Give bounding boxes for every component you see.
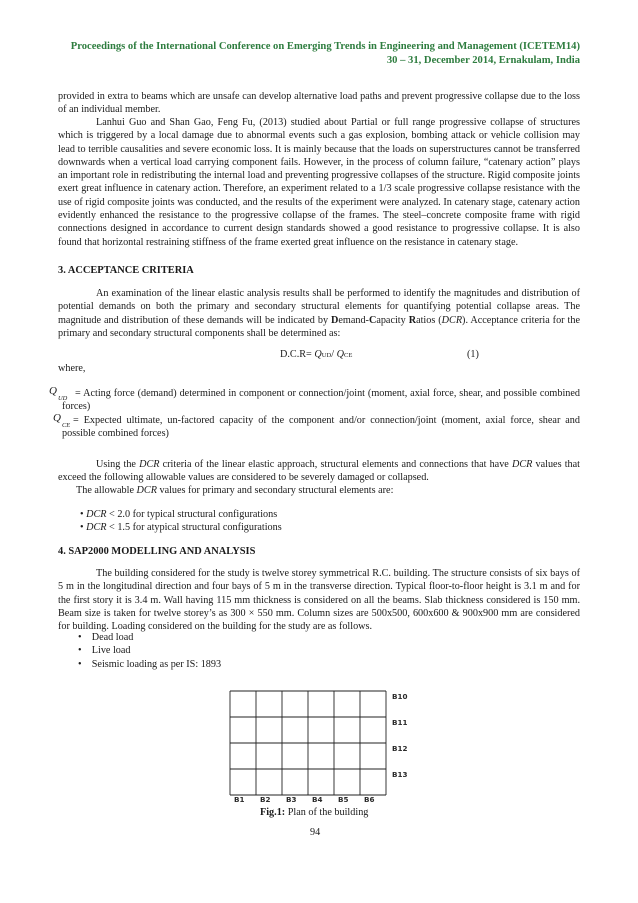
load-live-text: Live load — [91, 645, 131, 657]
s3p3-a: The allowable — [76, 485, 137, 496]
eq-sub-ud: UD — [321, 352, 332, 359]
s3p1-apacity: apacity — [376, 314, 409, 326]
intro-paragraph-1: provided in extra to beams which are unsafe can develop alternative load paths and prevent progressive collapse due to the loss of an individual member. — [58, 91, 580, 116]
criterion-1-text: < 2.0 for typical structural configurations — [106, 509, 278, 520]
criterion-atypical — [80, 521, 580, 534]
criterion-typical — [80, 508, 580, 521]
bold-r: R — [408, 314, 417, 326]
s3p1-text: An examination of the linear elastic analysis results shall be performed to identify the magnitudes and distribution of potential demands on both the primary and secondary structural elements for quantifying potential collapse areas. The magnitude and distribution of these demands will be indicated by — [58, 288, 580, 326]
header-line-2: 30 – 31, December 2014, Ernakulam, India — [386, 55, 580, 66]
dcr-4: DCR — [86, 509, 107, 520]
section-3-paragraph-1 — [58, 287, 580, 340]
building-plan-figure — [228, 690, 418, 803]
plan-row-label-b10: B10 — [392, 692, 408, 701]
plan-column-label-b4: B4 — [312, 795, 323, 804]
dcr-abbrev: DCR — [441, 314, 463, 326]
figure-caption — [260, 807, 368, 818]
criterion-2-text: < 1.5 for atypical structural configurations — [106, 522, 282, 534]
bold-d: D — [331, 314, 339, 326]
load-seismic-text: Seismic loading as per IS: 1893 — [91, 658, 222, 670]
s3p1-emand: emand- — [338, 314, 369, 326]
q-ud-sub: UD — [57, 395, 68, 402]
page-number: 94 — [310, 827, 321, 838]
section-4-title: 4. SAP2000 MODELLING AND ANALYSIS — [58, 546, 256, 557]
section-4-paragraph-1: The building considered for the study is twelve storey symmetrical R.C. building. The structure consists of six bays of 5 m in the longitudinal direction and four bays of 5 m in the transverse direction. Typical floor-to-floor height is 3.1 m and for the first story it is 3.4 m. Wall having 115 mm thickness is considered on all the beams. Slab thickness considered is 150 mm. Beam size is taken for twelve storey’s as 300 × 550 mm. Column sizes are 500x500, 600x600 & 900x900 mm are considered for building. Loading considered on the building for the study are as follows. — [58, 568, 580, 633]
bullet-2: • — [80, 522, 84, 534]
header-line-1: Proceedings of the International Conference on Emerging Trends in Engineering and Management (ICETEM14) — [70, 41, 580, 52]
section-3-title: 3. ACCEPTANCE CRITERIA — [58, 265, 194, 276]
bullet-1: • — [80, 509, 84, 520]
eq-lhs: D.C.R= — [280, 349, 312, 360]
plan-row-label-b13: B13 — [392, 770, 408, 779]
load-item-seismic — [78, 658, 578, 671]
q-ud-definition: = Acting force (demand) determined in component or connection/joint (moment, axial force, shear, and possible combined forces) — [62, 388, 580, 413]
section-3-paragraph-3 — [76, 484, 580, 497]
plan-column-label-b1: B1 — [234, 795, 245, 804]
intro-paragraph-guo-gao-fu: Lanhui Guo and Shan Gao, Feng Fu, (2013) studied about Partial or full range progressive collapse of structures which is triggered by a local damage due to abnormal events such a gas explosion, bombing attack or vehicle collision may lead to terrible causalities and severe economic loss. It is mainly because that the loads on superstructures cannot be transferred downwards when a vertical load carrying component fails. However, in the process of column failure, “catenary action” plays an important role in redistributing the internal load and preventing progressive collapses of the structure. Rigid composite joints exert great influence in catenary action. Therefore, an experiment related to a 1/3 scale progressive collapse resistance with the use of rigid composite joints was conducted, and the results of the experiment were analyzed. In catenary stage, catenary action evidently enhanced the resistance to the progressive collapse of the frames. The steel–concrete composite frame with rigid connections designed in accordance to current design standards showed a good resistance to progressive collapse. It is also found that horizontal restraining stiffness of the frame exerted great influence on the resistance in catenary stage. — [58, 117, 580, 248]
eq-q2: Q — [336, 349, 344, 360]
plan-column-label-b3: B3 — [286, 795, 297, 804]
dcr-1: DCR — [139, 459, 160, 470]
dcr-3: DCR — [136, 485, 157, 496]
load-item-dead — [78, 631, 578, 644]
load-bullet-2: • — [78, 645, 82, 657]
eq-q: Q — [314, 349, 322, 360]
s3p2-a: Using the — [96, 459, 140, 470]
bold-c: C — [368, 314, 377, 326]
load-bullet-1: • — [78, 632, 82, 643]
equation-number: (1) — [467, 349, 479, 360]
plan-column-label-b6: B6 — [364, 795, 375, 804]
eq-sub-ce: CE — [343, 352, 353, 359]
section-3-paragraph-2 — [58, 458, 580, 485]
plan-row-label-b11: B11 — [392, 718, 408, 727]
caption-text: Plan of the building — [285, 807, 369, 818]
q-ud-letter: Q — [49, 385, 57, 397]
building-plan-grid — [228, 690, 418, 804]
s3p2-b: criteria of the linear elastic approach, structural elements and connections that have — [159, 459, 512, 470]
s3p1-tail: ). Acceptance criteria for the primary and secondary structural components shall be determined as: — [58, 314, 580, 339]
load-item-live — [78, 644, 578, 657]
q-ce-definition: = Expected ultimate, un-factored capacity of the component and/or connection/joint (moment, axial force, shear and possible combined forces) — [62, 415, 580, 440]
q-ce-letter: Q — [53, 412, 61, 424]
plan-row-label-b12: B12 — [392, 744, 408, 753]
s3p2-c: values that exceed the following allowable values are considered to be severely damaged or collapsed. — [58, 459, 580, 484]
loads-list — [78, 631, 578, 671]
caption-label: Fig.1: — [260, 807, 286, 818]
load-bullet-3: • — [78, 658, 82, 670]
dcr-2: DCR — [511, 459, 533, 470]
dcr-equation — [280, 349, 352, 360]
q-ce-sub: CE — [61, 422, 71, 429]
s3p3-b: values for primary and secondary structural elements are: — [156, 485, 394, 496]
eq-slash: / — [331, 349, 337, 360]
proceedings-header — [40, 40, 580, 68]
where-label: where, — [58, 363, 86, 374]
s3p1-atios: atios ( — [416, 314, 442, 326]
dcr-5: DCR — [86, 522, 107, 534]
load-dead-text: Dead load — [91, 632, 134, 643]
dcr-criteria-list — [80, 508, 580, 535]
plan-column-label-b2: B2 — [260, 795, 271, 804]
plan-column-label-b5: B5 — [338, 795, 349, 804]
